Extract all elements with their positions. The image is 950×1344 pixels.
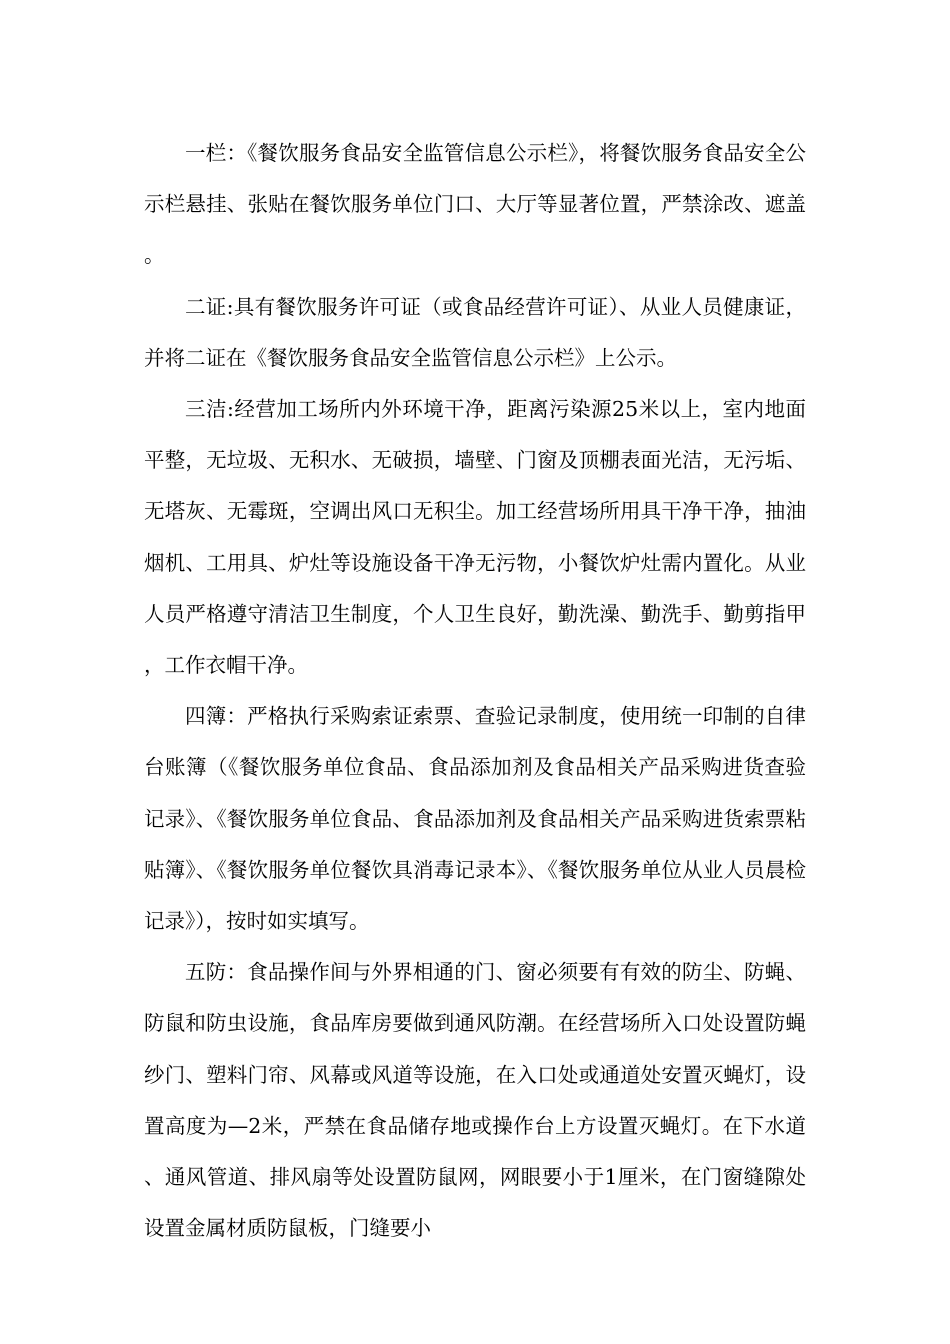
paragraph-yilan: 一栏：《餐饮服务食品安全监管信息公示栏》，将餐饮服务食品安全公示栏悬挂、张贴在餐饮服务单位门口、大厅等显著位置，严禁涂改、遮盖。	[144, 141, 806, 268]
paragraph-sibu: 四簿：严格执行采购索证索票、查验记录制度，使用统一印制的自律台账簿（《餐饮服务单位食品、食品添加剂及食品相关产品采购进货查验记录》、《餐饮服务单位食品、食品添加剂及食品相关产品采购进货索票粘贴簿》、《餐饮服务单位餐饮具消毒记录本》、《餐饮服务单位从业人员晨检记录》），按时如实填写。	[144, 704, 806, 934]
document-body	[144, 128, 806, 1254]
paragraph-erzheng: 二证:具有餐饮服务许可证（或食品经营许可证）、从业人员健康证，并将二证在《餐饮服务食品安全监管信息公示栏》上公示。	[144, 294, 806, 370]
paragraph-wufang: 五防：食品操作间与外界相通的门、窗必须要有有效的防尘、防蝇、防鼠和防虫设施，食品库房要做到通风防潮。在经营场所入口处设置防蝇纱门、塑料门帘、风幕或风道等设施，在入口处或通道处安置灭蝇灯，设置高度为—2米，严禁在食品储存地或操作台上方设置灭蝇灯。在下水道、通风管道、排风扇等处设置防鼠网，网眼要小于1厘米，在门窗缝隙处设置金属材质防鼠板，门缝要小	[144, 960, 806, 1241]
paragraph-sanjie: 三洁:经营加工场所内外环境干净，距离污染源25米以上，室内地面平整，无垃圾、无积水、无破损，墙壁、门窗及顶棚表面光洁，无污垢、无塔灰、无霉斑，空调出风口无积尘。加工经营场所用具干净干净，抽油烟机、工用具、炉灶等设施设备干净无污物，小餐饮炉灶需内置化。从业人员严格遵守清洁卫生制度，个人卫生良好，勤洗澡、勤洗手、勤剪指甲，工作衣帽干净。	[144, 397, 806, 678]
